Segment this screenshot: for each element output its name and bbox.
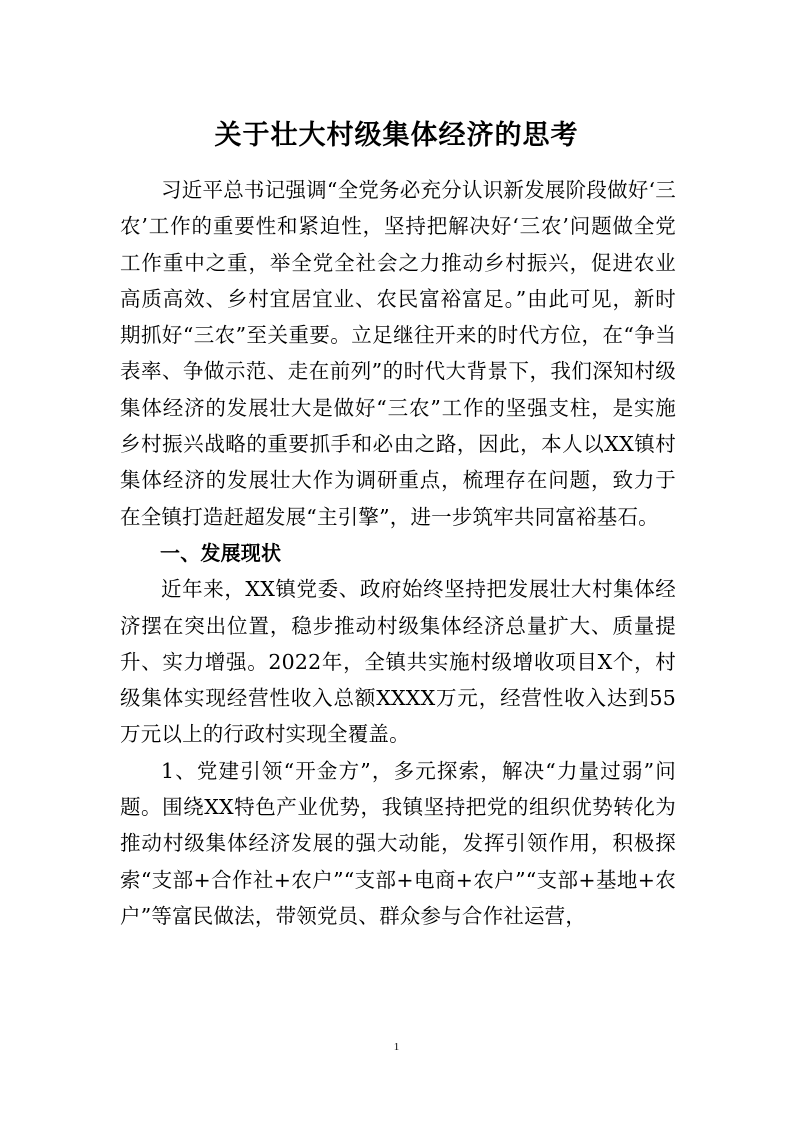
document-body xyxy=(120,172,676,934)
section-paragraph: 1、党建引领“开金方”，多元探索，解决“力量过弱”问题。围绕XX特色产业优势，我镇坚持把党的组织优势转化为推动村级集体经济发展的强大动能，发挥引领作用，积极探索“支部+合作社+农户”“支部+电商+农户”“支部+基地+农户”等富民做法，带领党员、群众参与合作社运营， xyxy=(120,758,676,928)
page-number: 1 xyxy=(393,1041,400,1053)
intro-paragraph: 习近平总书记强调“全党务必充分认识新发展阶段做好‘三农’工作的重要性和紧迫性，坚持把解决好‘三农’问题做全党工作重中之重，举全党全社会之力推动乡村振兴，促进农业高质高效、乡村宜居宜业、农民富裕富足。”由此可见，新时期抓好“三农”至关重要。立足继往开来的时代方位，在“争当表率、争做示范、走在前列”的时代大背景下，我们深知村级集体经济的发展壮大是做好“三农”工作的坚强支柱，是实施乡村振兴战略的重要抓手和必由之路，因此，本人以XX镇村集体经济的发展壮大作为调研重点，梳理存在问题，致力于在全镇打造赶超发展“主引擎”，进一步筑牢共同富裕基石。 xyxy=(120,178,676,529)
section-heading: 一、发展现状 xyxy=(160,540,282,565)
page-title: 关于壮大村级集体经济的思考 xyxy=(214,120,579,152)
section-paragraph: 近年来，XX镇党委、政府始终坚持把发展壮大村集体经济摆在突出位置，稳步推动村级集体经济总量扩大、质量提升、实力增强。2022年，全镇共实施村级增收项目X个，村级集体实现经营性收入总额XXXX万元，经营性收入达到55万元以上的行政村实现全覆盖。 xyxy=(120,577,676,747)
